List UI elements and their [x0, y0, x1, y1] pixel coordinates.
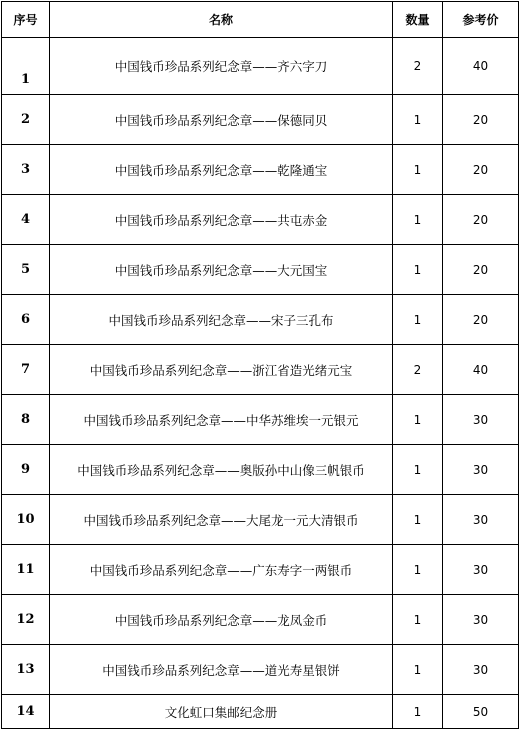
row-price: 20 [443, 95, 519, 145]
row-price: 20 [443, 245, 519, 295]
row-name: 中国钱币珍品系列纪念章——广东寿字一两银币 [50, 545, 393, 595]
row-index: 7 [2, 345, 50, 395]
row-index: 13 [2, 645, 50, 695]
row-name: 中国钱币珍品系列纪念章——保德同贝 [50, 95, 393, 145]
row-price: 30 [443, 395, 519, 445]
row-price: 30 [443, 495, 519, 545]
row-quantity: 1 [393, 195, 443, 245]
table-row [2, 38, 519, 95]
table-row [2, 245, 519, 295]
row-quantity: 1 [393, 445, 443, 495]
row-quantity: 1 [393, 495, 443, 545]
row-name: 中国钱币珍品系列纪念章——齐六字刀 [50, 38, 393, 95]
row-price: 30 [443, 445, 519, 495]
row-quantity: 1 [393, 545, 443, 595]
row-name: 中国钱币珍品系列纪念章——共屯赤金 [50, 195, 393, 245]
table-row [2, 145, 519, 195]
header-index: 序号 [2, 2, 50, 38]
table-row [2, 95, 519, 145]
table-row [2, 595, 519, 645]
row-name: 中国钱币珍品系列纪念章——宋子三孔布 [50, 295, 393, 345]
row-name: 中国钱币珍品系列纪念章——乾隆通宝 [50, 145, 393, 195]
row-name: 中国钱币珍品系列纪念章——奥版孙中山像三帆银币 [50, 445, 393, 495]
row-name: 中国钱币珍品系列纪念章——道光寿星银饼 [50, 645, 393, 695]
row-name: 文化虹口集邮纪念册 [50, 695, 393, 729]
table-row [2, 495, 519, 545]
row-price: 20 [443, 145, 519, 195]
table-row [2, 645, 519, 695]
row-quantity: 1 [393, 595, 443, 645]
row-index: 11 [2, 545, 50, 595]
row-index: 5 [2, 245, 50, 295]
row-price: 30 [443, 595, 519, 645]
row-quantity: 1 [393, 95, 443, 145]
row-index: 6 [2, 295, 50, 345]
row-index: 12 [2, 595, 50, 645]
table-row [2, 445, 519, 495]
row-quantity: 2 [393, 345, 443, 395]
row-price: 30 [443, 645, 519, 695]
header-quantity: 数量 [393, 2, 443, 38]
row-price: 20 [443, 195, 519, 245]
table-row [2, 195, 519, 245]
header-price: 参考价 [443, 2, 519, 38]
row-name: 中国钱币珍品系列纪念章——大尾龙一元大清银币 [50, 495, 393, 545]
table-row [2, 295, 519, 345]
row-quantity: 2 [393, 38, 443, 95]
row-index: 3 [2, 145, 50, 195]
row-quantity: 1 [393, 295, 443, 345]
row-name: 中国钱币珍品系列纪念章——浙江省造光绪元宝 [50, 345, 393, 395]
row-price: 50 [443, 695, 519, 729]
table-header-row [2, 2, 519, 38]
header-name: 名称 [50, 2, 393, 38]
row-price: 30 [443, 545, 519, 595]
row-quantity: 1 [393, 695, 443, 729]
table-row [2, 395, 519, 445]
table-row [2, 545, 519, 595]
row-price: 40 [443, 345, 519, 395]
row-quantity: 1 [393, 245, 443, 295]
row-name: 中国钱币珍品系列纪念章——中华苏维埃一元银元 [50, 395, 393, 445]
row-index: 4 [2, 195, 50, 245]
commemorative-items-table [1, 1, 519, 729]
row-index: 9 [2, 445, 50, 495]
row-quantity: 1 [393, 395, 443, 445]
row-price: 40 [443, 38, 519, 95]
row-quantity: 1 [393, 145, 443, 195]
row-index: 2 [2, 95, 50, 145]
row-index: 1 [2, 38, 50, 95]
table-row [2, 695, 519, 729]
row-price: 20 [443, 295, 519, 345]
table-row [2, 345, 519, 395]
row-index: 10 [2, 495, 50, 545]
row-quantity: 1 [393, 645, 443, 695]
row-name: 中国钱币珍品系列纪念章——大元国宝 [50, 245, 393, 295]
row-index: 8 [2, 395, 50, 445]
row-index: 14 [2, 695, 50, 729]
row-name: 中国钱币珍品系列纪念章——龙凤金币 [50, 595, 393, 645]
